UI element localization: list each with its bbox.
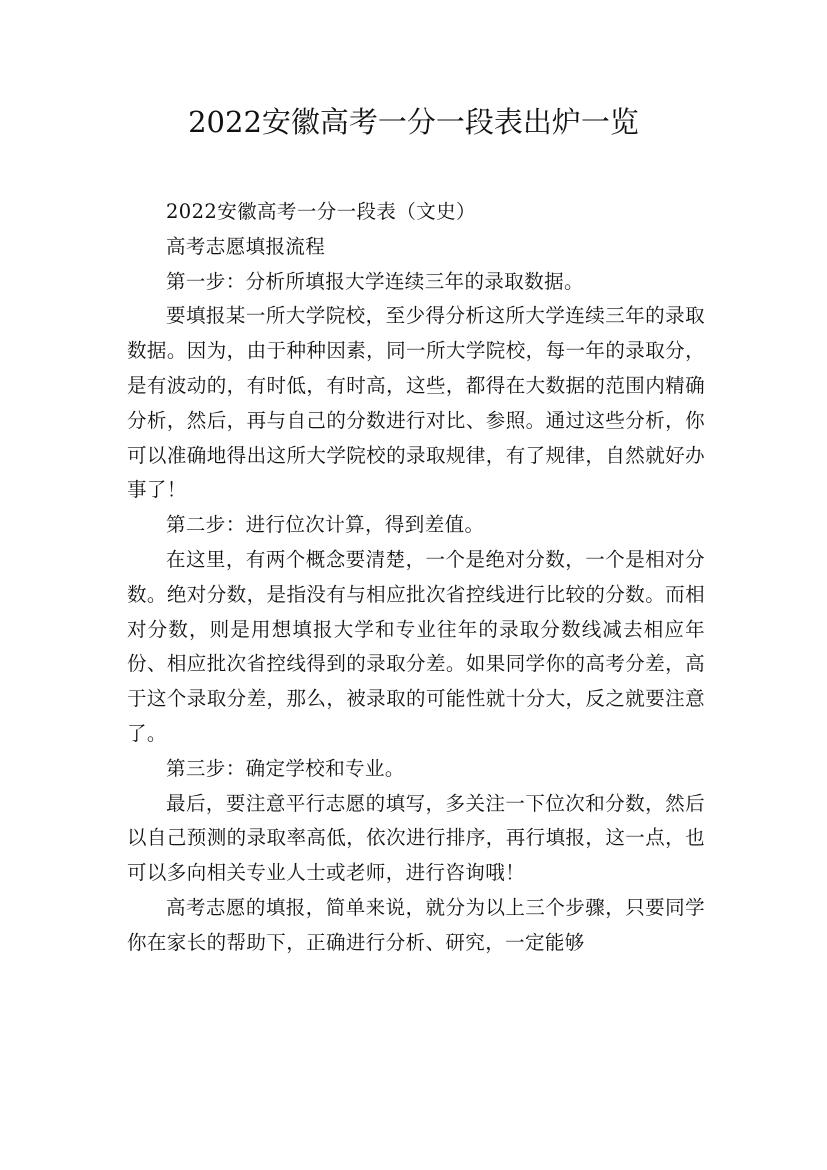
document-body [127,195,705,961]
paragraph-step-two: 第二步：进行位次计算，得到差值。 [166,513,485,537]
paragraph-step-two-detail: 在这里，有两个概念要清楚，一个是绝对分数，一个是相对分数。绝对分数，是指没有与相应批次省控线进行比较的分数。而相对分数，则是用想填报大学和专业往年的录取分数线减去相应年份、相应批次省控线得到的录取分差。如果同学你的高考分差，高于这个录取分差，那么，被录取的可能性就十分大，反之就要注意了。 [127,547,705,745]
paragraph-step-one-detail: 要填报某一所大学院校，至少得分析这所大学连续三年的录取数据。因为，由于种种因素，同一所大学院校，每一年的录取分，是有波动的，有时低，有时高，这些，都得在大数据的范围内精确分析，然后，再与自己的分数进行对比、参照。通过这些分析，你可以准确地得出这所大学院校的录取规律，有了规律，自然就好办事了！ [127,304,705,502]
paragraph-step-three-detail: 最后，要注意平行志愿的填写，多关注一下位次和分数，然后以自己预测的录取率高低，依次进行排序，再行填报，这一点，也可以多向相关专业人士或老师，进行咨询哦！ [127,791,705,885]
paragraph-section-heading: 高考志愿填报流程 [166,234,326,258]
document-title: 2022安徽高考一分一段表出炉一览 [188,105,639,139]
paragraph-subtitle: 2022安徽高考一分一段表（文史） [166,200,476,223]
paragraph-summary: 高考志愿的填报，简单来说，就分为以上三个步骤，只要同学你在家长的帮助下，正确进行分析、研究，一定能够 [127,895,705,954]
paragraph-step-one: 第一步：分析所填报大学连续三年的录取数据。 [166,269,584,293]
paragraph-step-three: 第三步：确定学校和专业。 [166,756,405,780]
